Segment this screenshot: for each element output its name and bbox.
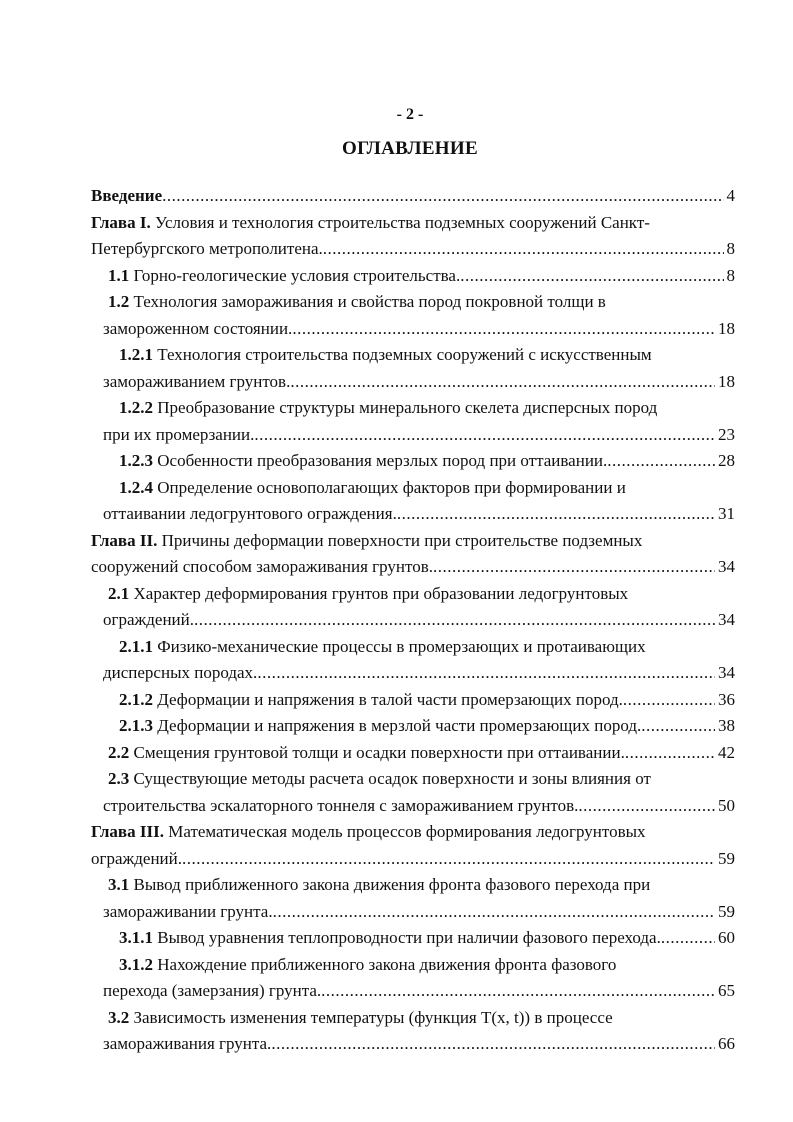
dot-leader [321,978,715,1005]
toc-page-number: 65 [718,981,735,1000]
toc-entry-title: Зависимость изменения температуры (функция T(x, t)) в процессе [133,1007,613,1027]
toc-entry[interactable] [103,395,735,448]
toc-page-number: 66 [718,1034,735,1053]
toc-page-number: 28 [718,451,735,470]
dot-leader [254,422,715,449]
toc-entry-number: 1.2 [108,292,130,311]
toc-entry-number: 1.2.3 [119,451,153,470]
toc-entry-title-continued: сооружений способом замораживания грунтов. [91,557,434,576]
toc-entry-title-continued: замораживании грунта. [103,901,273,921]
toc-entry[interactable] [103,872,735,925]
toc-page-number: 4 [726,186,735,205]
toc-entry-number: Глава III. [91,822,164,841]
toc-entry-title: Причины деформации поверхности при строительстве подземных [161,530,643,550]
toc-page-number: 34 [718,663,735,682]
toc-entry-number: Глава II. [91,530,158,550]
toc-entry[interactable] [91,183,735,210]
toc-page-number: 59 [718,848,735,868]
dot-leader [290,369,715,396]
toc-page-number: 38 [718,716,735,735]
toc-entry-number: 2.1 [108,583,130,603]
dot-leader [271,1031,715,1058]
toc-page-number: 34 [718,610,735,629]
toc-entry[interactable] [103,1005,735,1058]
toc-entry-title: Существующие методы расчета осадок поверхности и зоны влияния от [133,769,651,788]
dot-leader [397,501,715,528]
dot-leader [182,846,715,873]
toc-entry-number: 3.2 [108,1007,130,1027]
toc-entry-title: Преобразование структуры минерального скелета дисперсных пород [157,398,658,417]
toc-page-number: 34 [718,557,735,576]
page-number: - 2 - [396,106,424,123]
toc-entry-title-continued: строительства эскалаторного тоннеля с замораживанием грунтов. [103,795,579,815]
toc-entry-number: 2.1.2 [119,689,153,709]
dot-leader [607,448,715,475]
toc-entry-number: 2.2 [108,742,130,762]
dot-leader [162,183,723,210]
dot-leader [292,316,715,343]
toc-entry[interactable] [91,528,735,581]
toc-entry-title: Условия и технология строительства подземных сооружений Санкт- [154,212,650,232]
toc-entry[interactable] [103,925,735,952]
toc-entry-title: Деформации и напряжения в талой части промерзающих пород. [157,689,623,709]
toc-entry-number: 2.1.3 [119,716,153,735]
toc-entry-title-continued: Петербургского метрополитена. [91,239,323,258]
toc-entry-title: Вывод уравнения теплопроводности при наличии фазового перехода. [157,928,661,947]
toc-entry[interactable] [103,713,735,740]
toc-entry[interactable] [103,740,735,767]
toc-page-number: 60 [718,928,735,947]
dot-leader [625,740,715,767]
toc-entry[interactable] [103,475,735,528]
toc-entry-number: 3.1 [108,875,130,894]
toc-entry-number: 2.1.1 [119,636,153,656]
toc-entry[interactable] [103,581,735,634]
toc-entry-title: Характер деформирования грунтов при образовании ледогрунтовых [133,583,629,603]
toc-page-number: 8 [726,239,735,258]
toc-entry-title: Физико-механические процессы в промерзающих и протаивающих [157,636,646,656]
toc-page-number: 18 [718,371,735,391]
toc-entry[interactable] [103,289,735,342]
dot-leader [273,899,715,926]
toc-entry[interactable] [103,634,735,687]
toc-entry[interactable] [103,766,735,819]
toc-page-number: 31 [718,504,735,523]
toc-entry[interactable] [91,210,735,263]
toc-entry[interactable] [103,263,735,290]
toc-page-number: 8 [726,265,735,285]
toc-entry-title: Технология замораживания и свойства пород покровной толщи в [133,292,606,311]
toc-entry-title: Определение основополагающих факторов при формировании и [157,477,626,497]
toc-entry-title: Математическая модель процессов формирования ледогрунтовых [168,822,646,841]
toc-entry-title: Нахождение приближенного закона движения фронта фазового [157,954,617,974]
toc-entry[interactable] [103,342,735,395]
dot-leader [578,793,715,820]
toc-entry-title-continued: замороженном состоянии. [103,318,293,338]
toc-entry-number: 2.3 [108,769,130,788]
toc-entry-number: 1.2.1 [119,345,153,364]
table-of-contents [0,183,793,1058]
dot-leader [433,554,715,581]
toc-entry-title-continued: оттаивании ледогрунтового ограждения. [103,504,397,523]
dot-leader [323,236,724,263]
dot-leader [641,713,715,740]
toc-entry[interactable] [103,687,735,714]
toc-entry[interactable] [103,952,735,1005]
toc-entry-number: 1.1 [108,265,130,285]
toc-entry-title: Смещения грунтовой толщи и осадки поверхности при оттаивании. [133,742,625,762]
toc-entry-number: Введение [91,186,163,205]
toc-entry-title-continued: замораживания грунта. [103,1034,272,1053]
toc-page-number: 50 [718,795,735,815]
toc-page-number: 18 [718,318,735,338]
toc-entry-number: 3.1.2 [119,954,153,974]
page-title: ОГЛАВЛЕНИЕ [342,138,478,159]
toc-entry-number: 3.1.1 [119,928,153,947]
dot-leader [257,660,715,687]
toc-entry-title-continued: дисперсных породах. [103,663,258,682]
toc-entry-title: Вывод приближенного закона движения фронта фазового перехода при [133,875,651,894]
toc-entry-title: Деформации и напряжения в мерзлой части промерзающих пород. [157,716,642,735]
toc-entry-title-continued: при их промерзании. [103,424,255,444]
toc-entry-number: 1.2.2 [119,398,153,417]
toc-page-number: 42 [718,742,735,762]
toc-entry-title-continued: ограждений. [91,848,183,868]
toc-entry[interactable] [91,819,735,872]
toc-page-number: 59 [718,901,735,921]
toc-entry-number: 1.2.4 [119,477,153,497]
toc-page-number: 23 [718,424,735,444]
toc-entry-title-continued: перехода (замерзания) грунта. [103,981,322,1000]
toc-entry-title-continued: замораживанием грунтов. [103,371,291,391]
toc-entry-title-continued: ограждений. [103,610,195,629]
dot-leader [194,607,715,634]
toc-entry-number: Глава I. [91,212,151,232]
dot-leader [460,263,723,290]
toc-page-number: 36 [718,689,735,709]
toc-entry-title: Технология строительства подземных сооружений с искусственным [157,345,652,364]
toc-entry-title: Горно-геологические условия строительства. [133,265,461,285]
toc-entry-title: Особенности преобразования мерзлых пород при оттаивании. [157,451,608,470]
toc-entry[interactable] [103,448,735,475]
dot-leader [623,687,715,714]
dot-leader [661,925,715,952]
